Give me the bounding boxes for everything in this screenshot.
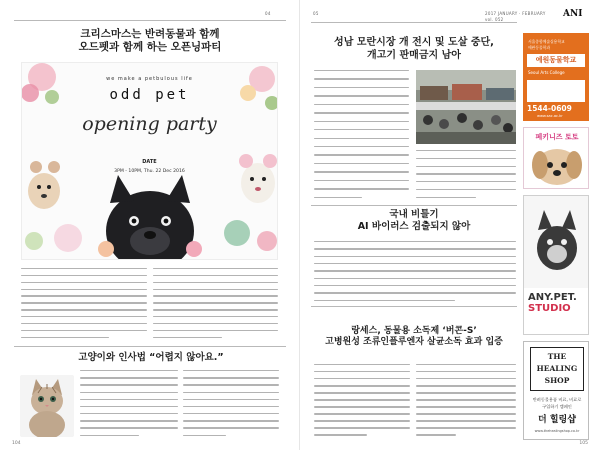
kitten-photo [20,375,74,437]
healing-shop-logo: THE HEALING SHOP [530,347,584,391]
article-title-lanxess: 랑세스, 동물용 소독제 ‘버콘-S’ 고병원성 조류인플루엔자 살균소독 효과 입증 [325,326,503,348]
right-page [301,0,600,450]
issue-info: 2017 JANUARY · FEBRUARY [485,11,546,16]
page-number-bottom-left: 104 [12,441,21,446]
poster-script-title: opening party [82,113,217,135]
section-rule-right-2 [311,306,517,307]
article-body-col1 [21,268,147,338]
article-title-ai-virus: 국내 비틀기 AI 바이러스 검출되지 않아 [357,209,471,232]
poster-date-label: DATE [142,159,157,165]
lanxess-body-col1 [314,364,410,436]
ad-column [523,33,589,440]
page-number-top-right: 05 [313,11,319,16]
ad1-photo-area [527,80,585,102]
issue-vol: vol. 052 [485,17,504,22]
poster-date-text: 3PM - 10PM, Thu. 22 Dec 2016 [114,169,185,174]
article-title-cat-greeting: 고양이와 인사법 “어렵지 않아요.” [78,352,224,363]
party-poster [21,62,278,260]
market-illustration [416,70,516,144]
ad-the-healing-shop[interactable]: THE HEALING SHOP 반려동물용품 비료, 비료로 구입하기 캠페인 더 힐링샵 www.thehealingshop.co.kr [523,341,589,440]
article-title-moran-market: 성남 모란시장 개 전시 및 도살 중단, 개고기 판매금지 남아 [334,37,494,61]
pekingese-dog-illustration [524,145,589,187]
moran-body-col1 [314,70,409,198]
moran-market-photo [416,70,516,144]
page-number-bottom-right: 105 [579,441,588,446]
header-rule-right [311,22,517,23]
ad-pekingese-toto[interactable]: 페키니즈 토토 [523,127,589,189]
kitten-illustration [20,375,74,437]
article2-body-col2 [183,370,279,436]
ai-virus-body [314,241,516,301]
ad-seoul-arts-college[interactable]: 서울종합예술실용학교 애완동물학과 예원동물학교 Seoul Arts College 1544-0609 www.sac.ac.kr [523,33,589,121]
moran-body-col2 [416,150,516,198]
poster-brand: odd pet [109,87,190,103]
ad-any-pet-studio[interactable]: ANY.PET. STUDIO [523,195,589,335]
article-body-col2 [153,268,278,338]
masthead-logo: ANI [563,9,583,19]
page-number-top-left: 04 [265,11,271,16]
studio-dog-illustration [524,196,589,288]
article2-body-col1 [80,370,178,436]
section-rule-right-1 [311,205,517,206]
section-rule [14,346,286,347]
poster-tagline: we make a petbulous life [106,76,193,82]
header-rule [14,20,286,21]
lanxess-body-col2 [416,364,516,436]
article-title-christmas: 크리스마스는 반려동물과 함께 오드펫과 함께 하는 오픈닝파티 [78,28,222,54]
